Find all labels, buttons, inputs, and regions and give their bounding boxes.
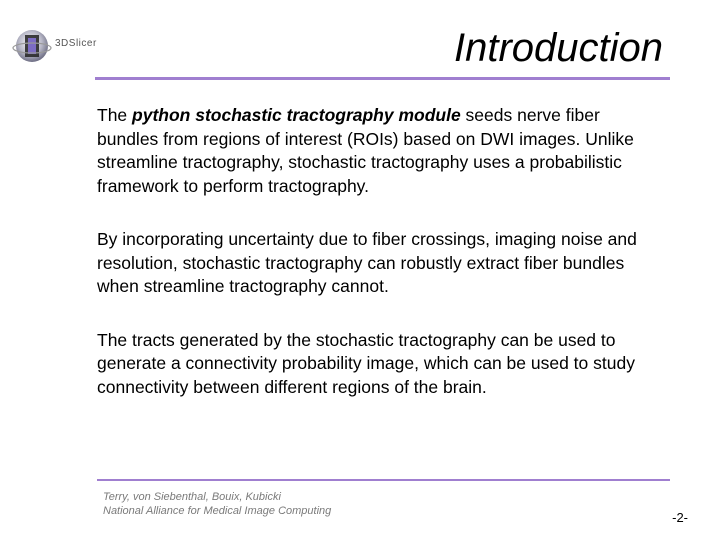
footer-organization: National Alliance for Medical Image Computing — [103, 505, 332, 517]
footer — [103, 490, 331, 518]
page-number: -2- — [672, 510, 688, 525]
paragraph-1-lead: The — [97, 105, 133, 125]
module-name-emphasis: python stochastic tractography module — [132, 105, 461, 125]
logo-text: 3DSlicer — [55, 38, 97, 49]
slicer-logo — [12, 26, 112, 66]
footer-divider — [97, 479, 670, 481]
paragraph-1 — [97, 104, 657, 198]
title-divider — [95, 77, 670, 80]
paragraph-3: The tracts generated by the stochastic tractography can be used to generate a connectivity probability image, which can be used to study connectivity between different regions of the brain. — [97, 329, 635, 397]
slide-body — [97, 104, 657, 429]
slicer-logo-icon — [12, 26, 52, 66]
paragraph-2: By incorporating uncertainty due to fiber crossings, imaging noise and resolution, stochastic tractography can robustly extract fiber bundles when streamline tractography cannot. — [97, 229, 637, 296]
footer-authors: Terry, von Siebenthal, Bouix, Kubicki — [103, 491, 281, 503]
slide-title: Introduction — [453, 26, 663, 70]
paragraph-1-rest: seeds nerve fiber bundles from regions of interest (ROIs) based on DWI images. Unlike streamline tractography, stochastic tractography uses a probabilistic framework to perform tractography. — [97, 105, 634, 196]
